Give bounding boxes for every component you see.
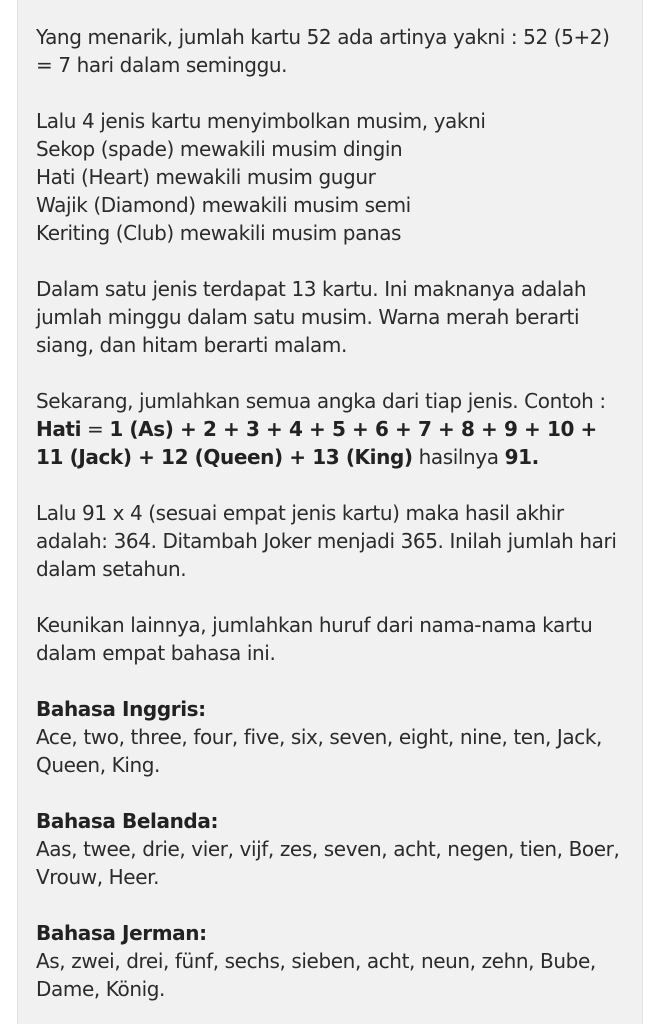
suit-line-spade: Sekop (spade) mewakili musim dingin [36,137,403,161]
paragraph-suits-seasons [36,107,626,247]
sum-result: 91. [504,445,539,469]
paragraph-days-of-week: Yang menarik, jumlah kartu 52 ada artinya yakni : 52 (5+2) = 7 hari dalam seminggu. [36,25,610,77]
sum-intro: Sekarang, jumlahkan semua angka dari tiap jenis. Contoh : [36,389,606,413]
paragraph-weeks-per-season: Dalam satu jenis terdapat 13 kartu. Ini maknanya adalah jumlah minggu dalam satu musim. Warna merah berarti siang, dan hitam berarti malam. [36,277,587,357]
language-heading-english: Bahasa Inggris: [36,697,206,721]
sum-middle-text: hasilnya [412,445,505,469]
language-block-dutch [36,807,626,891]
language-words-dutch: Aas, twee, drie, vier, vijf, zes, seven, acht, negen, tien, Boer, Vrouw, Heer. [36,837,620,889]
language-words-english: Ace, two, three, four, five, six, seven, eight, nine, ten, Jack, Queen, King. [36,725,602,777]
paragraph-sum-example [36,387,626,471]
suit-line-heart: Hati (Heart) mewakili musim gugur [36,165,376,189]
suit-line-club: Keriting (Club) mewakili musim panas [36,221,402,245]
paragraph-days-of-year: Lalu 91 x 4 (sesuai empat jenis kartu) maka hasil akhir adalah: 364. Ditambah Joker menjadi 365. Inilah jumlah hari dalam setahun. [36,501,617,581]
suits-intro: Lalu 4 jenis kartu menyimbolkan musim, yakni [36,109,486,133]
sum-label-hati: Hati [36,417,82,441]
language-words-german: As, zwei, drei, fünf, sechs, sieben, acht, neun, zehn, Bube, Dame, König. [36,949,596,1001]
article-card [17,0,643,1024]
article-body [36,23,626,1024]
language-heading-dutch: Bahasa Belanda: [36,809,219,833]
sum-expression: 1 (As) + 2 + 3 + 4 + 5 + 6 + 7 + 8 + 9 + 10 + 11 (Jack) + 12 (Queen) + 13 (King) [36,417,597,469]
sum-equals: = [81,417,110,441]
language-block-german [36,919,626,1003]
language-heading-german: Bahasa Jerman: [36,921,207,945]
language-block-english [36,695,626,779]
suit-line-diamond: Wajik (Diamond) mewakili musim semi [36,193,411,217]
paragraph-letter-count-intro: Keunikan lainnya, jumlahkan huruf dari nama-nama kartu dalam empat bahasa ini. [36,613,593,665]
